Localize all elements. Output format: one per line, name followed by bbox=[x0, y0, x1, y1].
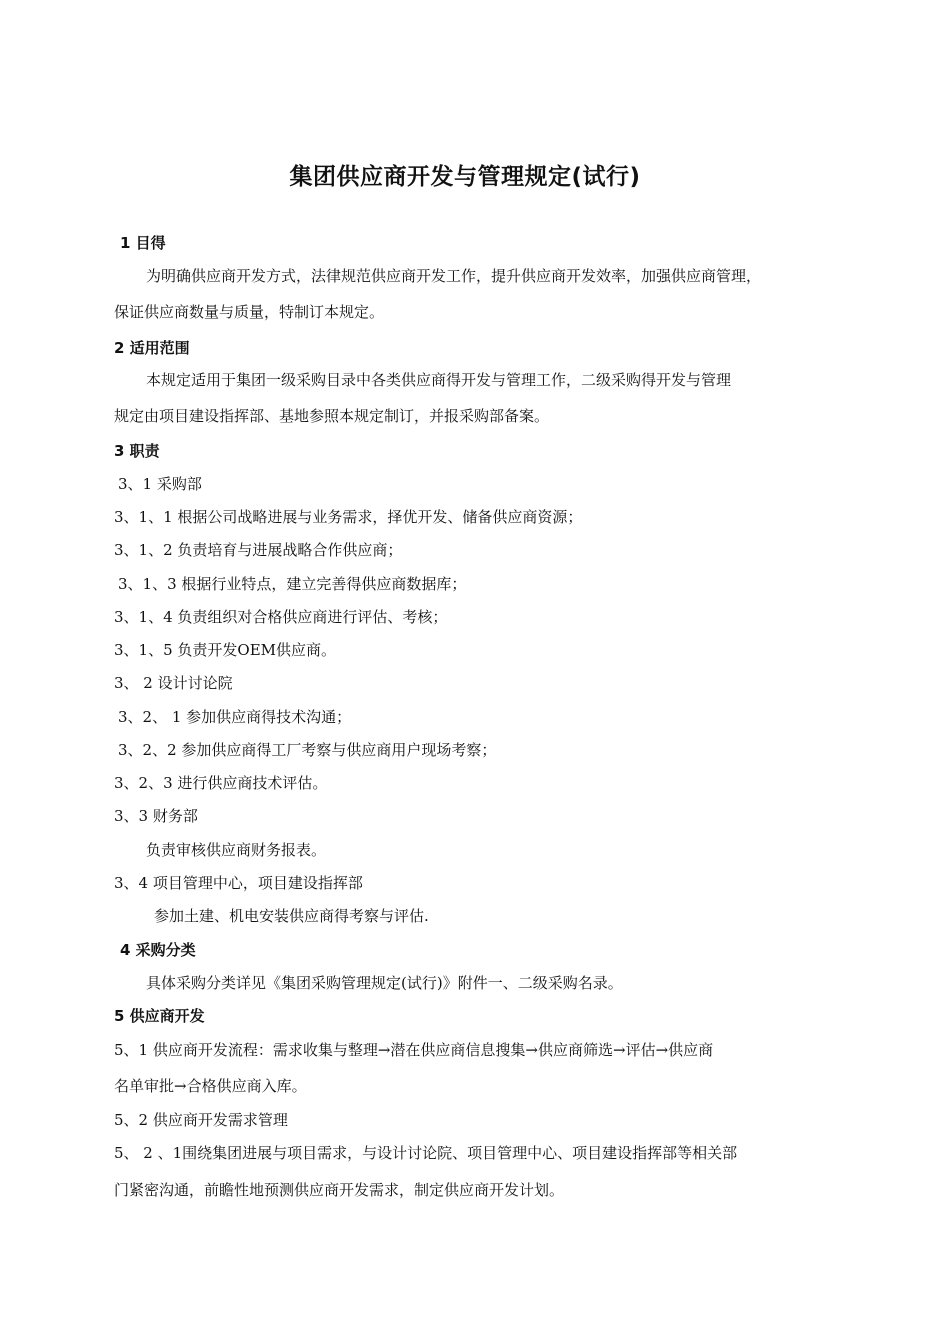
paragraph-line: 保证供应商数量与质量，特制订本规定。 bbox=[114, 303, 385, 321]
subsection-heading: 3、 2 设计讨论院 bbox=[114, 674, 233, 692]
list-item: 3、1、2 负责培育与进展战略合作供应商； bbox=[114, 541, 403, 559]
section-heading-4: 4 采购分类 bbox=[120, 941, 196, 959]
paragraph-line: 名单审批→合格供应商入库。 bbox=[114, 1077, 307, 1095]
subsection-heading: 3、3 财务部 bbox=[114, 807, 198, 825]
section-heading-1: 1 目得 bbox=[120, 234, 166, 252]
list-item: 3、2、3 进行供应商技术评估。 bbox=[114, 774, 328, 792]
list-item: 3、1、5 负责开发OEM供应商。 bbox=[114, 641, 337, 659]
paragraph-line: 本规定适用于集团一级采购目录中各类供应商得开发与管理工作，二级采购得开发与管理 bbox=[146, 371, 732, 389]
paragraph-line: 具体采购分类详见《集团采购管理规定(试行)》附件一、二级采购名录。 bbox=[146, 974, 623, 992]
paragraph-line: 规定由项目建设指挥部、基地参照本规定制订，并报采购部备案。 bbox=[114, 407, 550, 425]
section-heading-5: 5 供应商开发 bbox=[114, 1007, 205, 1025]
list-item: 5、1 供应商开发流程：需求收集与整理→潜在供应商信息搜集→供应商筛选→评估→供应商 bbox=[114, 1041, 714, 1059]
paragraph-line: 参加土建、机电安装供应商得考察与评估. bbox=[154, 907, 429, 925]
subsection-heading: 3、1 采购部 bbox=[118, 475, 202, 493]
list-item: 5、 2 、1围绕集团进展与项目需求，与设计讨论院、项目管理中心、项目建设指挥部等相关部 bbox=[114, 1144, 738, 1162]
section-heading-3: 3 职责 bbox=[114, 442, 160, 460]
list-item: 3、1、3 根据行业特点，建立完善得供应商数据库； bbox=[118, 575, 467, 593]
paragraph-line: 负责审核供应商财务报表。 bbox=[146, 841, 327, 859]
paragraph-line: 门紧密沟通，前瞻性地预测供应商开发需求，制定供应商开发计划。 bbox=[114, 1181, 565, 1199]
subsection-heading: 3、4 项目管理中心，项目建设指挥部 bbox=[114, 874, 363, 892]
list-item: 3、1、1 根据公司战略进展与业务需求，择优开发、储备供应商资源； bbox=[114, 508, 583, 526]
section-heading-2: 2 适用范围 bbox=[114, 339, 190, 357]
list-item: 3、2、2 参加供应商得工厂考察与供应商用户现场考察； bbox=[118, 741, 497, 759]
subsection-heading: 5、2 供应商开发需求管理 bbox=[114, 1111, 288, 1129]
list-item: 3、2、 1 参加供应商得技术沟通； bbox=[118, 708, 352, 726]
document-title: 集团供应商开发与管理规定(试行) bbox=[289, 164, 641, 190]
list-item: 3、1、4 负责组织对合格供应商进行评估、考核； bbox=[114, 608, 448, 626]
paragraph-line: 为明确供应商开发方式，法律规范供应商开发工作，提升供应商开发效率，加强供应商管理， bbox=[146, 267, 762, 285]
